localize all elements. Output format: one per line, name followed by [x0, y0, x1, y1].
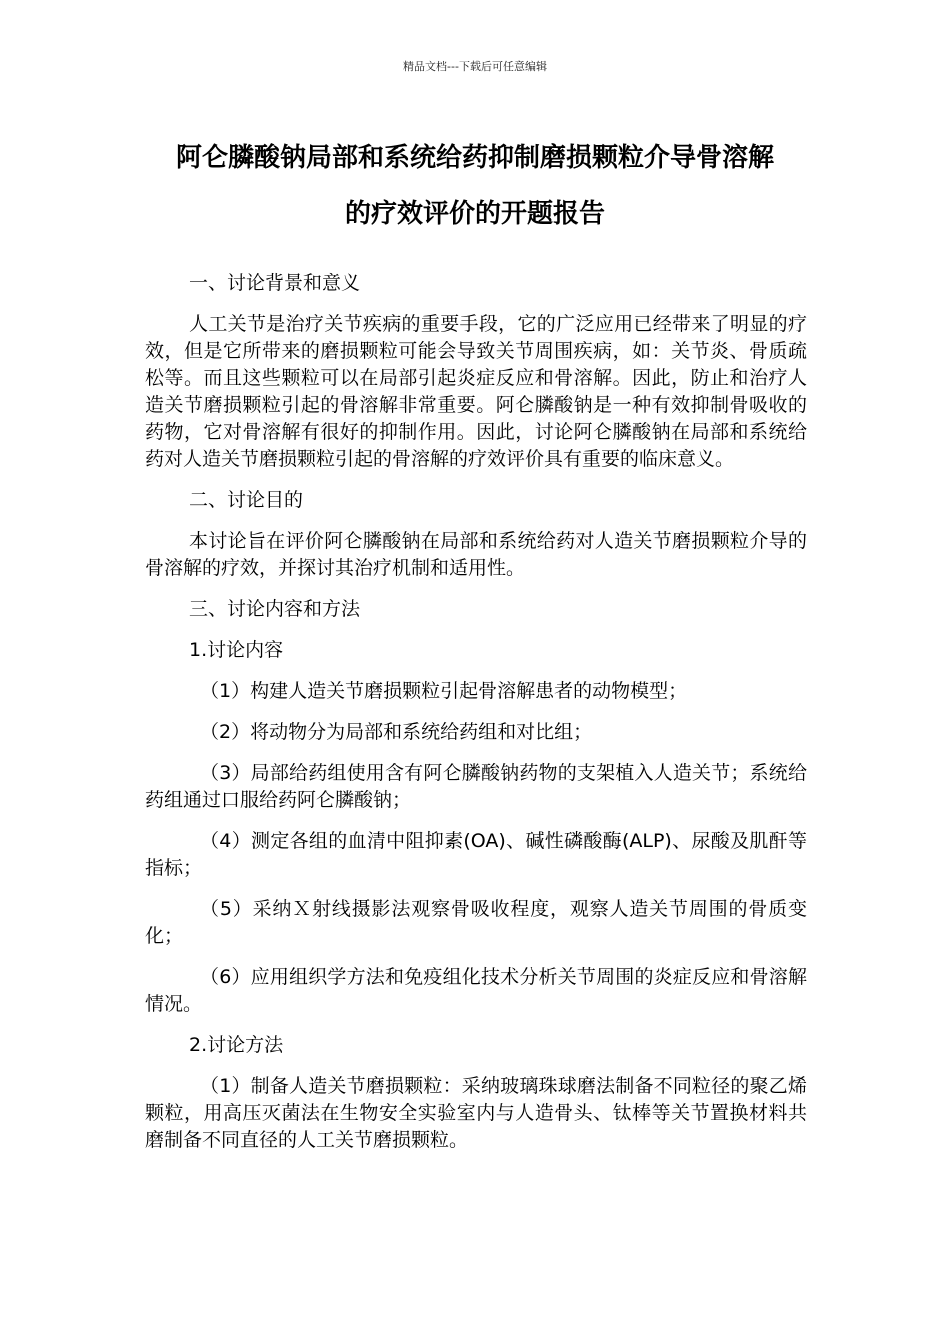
title-line-2: 的疗效评价的开题报告 [344, 199, 605, 229]
paragraph-background: 人工关节是治疗关节疾病的重要手段，它的广泛应用已经带来了明显的疗效，但是它所带来的磨损颗粒可能会导致关节周围疾病，如：关节炎、骨质疏松等。而且这些颗粒可以在局部引起炎症反应和骨溶解。因此，防止和治疗人造关节磨损颗粒引起的骨溶解非常重要。阿仑膦酸钠是一种有效抑制骨吸收的药物，它对骨溶解有很好的抑制作用。因此，讨论阿仑膦酸钠在局部和系统给药对人造关节磨损颗粒引起的骨溶解的疗效评价具有重要的临床意义。 [145, 313, 807, 470]
list-item: （1）制备人造关节磨损颗粒：采纳玻璃珠球磨法制备不同粒径的聚乙烯颗粒，用高压灭菌法在生物安全实验室内与人造骨头、钛棒等关节置换材料共磨制备不同直径的人工关节磨损颗粒。 [145, 1075, 807, 1151]
document-title [130, 130, 820, 242]
document-body [145, 270, 807, 1168]
section-heading-content-method: 三、讨论内容和方法 [189, 598, 361, 620]
header-note: 精品文档---下载后可任意编辑 [403, 60, 547, 73]
list-item: （4）测定各组的血清中阻抑素(OA)、碱性磷酸酶(ALP)、尿酸及肌酐等指标； [145, 830, 807, 879]
list-item: （6）应用组织学方法和免疫组化技术分析关节周围的炎症反应和骨溶解情况。 [145, 966, 807, 1015]
list-item: （2）将动物分为局部和系统给药组和对比组； [200, 721, 593, 743]
paragraph-purpose: 本讨论旨在评价阿仑膦酸钠在局部和系统给药对人造关节磨损颗粒介导的骨溶解的疗效，并探讨其治疗机制和适用性。 [145, 530, 807, 579]
section-heading-background: 一、讨论背景和意义 [189, 272, 361, 294]
list-item: （3）局部给药组使用含有阿仑膦酸钠药物的支架植入人造关节；系统给药组通过口服给药阿仑膦酸钠； [145, 762, 807, 811]
title-line-1: 阿仑膦酸钠局部和系统给药抑制磨损颗粒介导骨溶解 [175, 143, 774, 173]
subheading-method: 2.讨论方法 [189, 1034, 284, 1056]
section-heading-purpose: 二、讨论目的 [189, 489, 304, 511]
subheading-content: 1.讨论内容 [189, 639, 284, 661]
list-item: （1）构建人造关节磨损颗粒引起骨溶解患者的动物模型； [200, 680, 688, 702]
list-item: （5）采纳Ｘ射线摄影法观察骨吸收程度，观察人造关节周围的骨质变化； [145, 898, 807, 947]
